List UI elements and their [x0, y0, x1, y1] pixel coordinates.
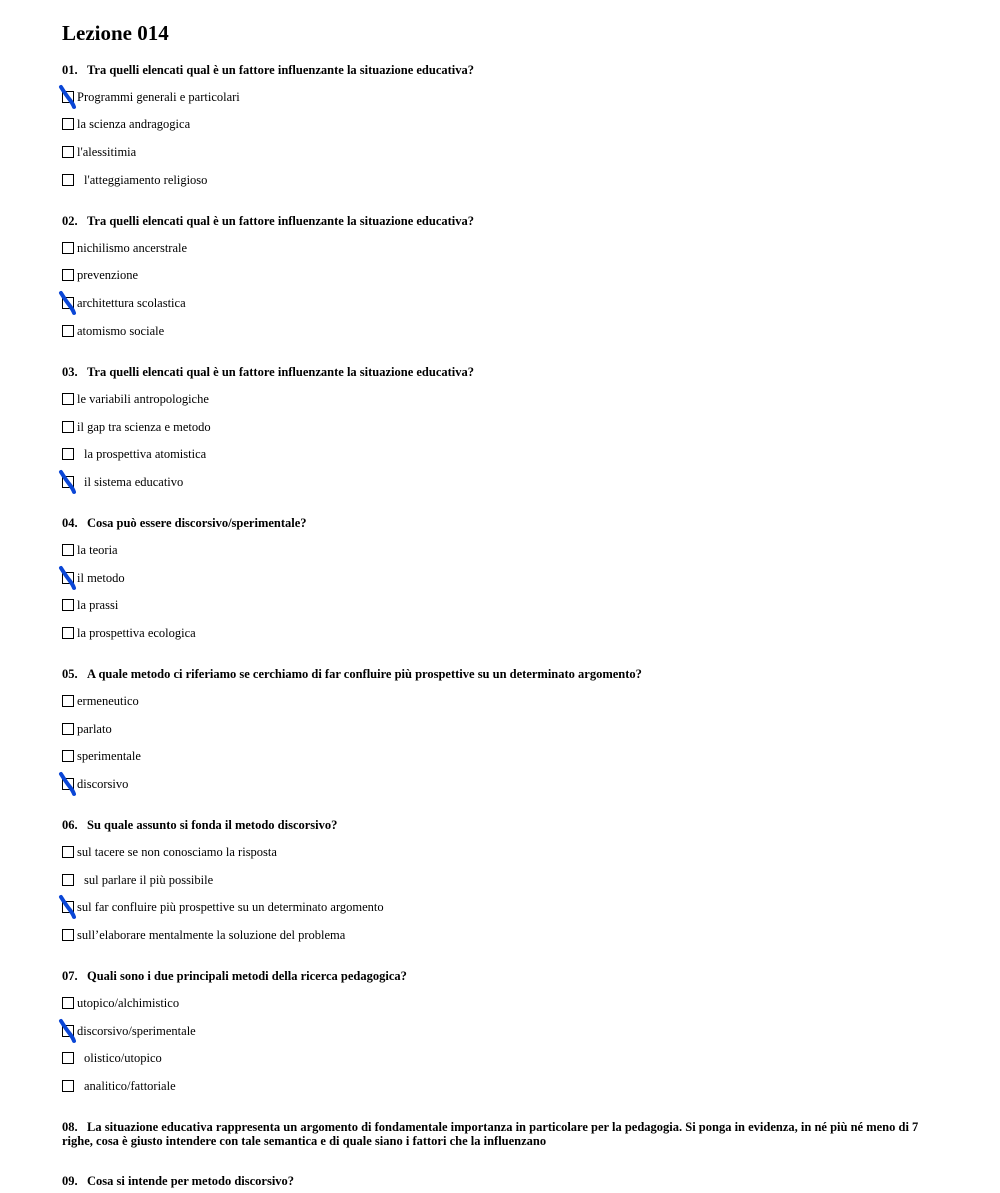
checkbox[interactable]	[62, 846, 74, 858]
option-07-b[interactable]	[62, 1023, 196, 1039]
option-01-a[interactable]	[62, 89, 240, 105]
option-04-c[interactable]	[62, 597, 118, 613]
checkbox[interactable]	[62, 929, 74, 941]
option-07-c[interactable]	[62, 1050, 162, 1066]
option-label: architettura scolastica	[77, 296, 186, 310]
option-label: il metodo	[77, 571, 125, 585]
question-02	[62, 214, 942, 228]
option-label: analitico/fattoriale	[84, 1079, 176, 1093]
option-04-b[interactable]	[62, 570, 125, 586]
option-label: ermeneutico	[77, 694, 139, 708]
option-07-d[interactable]	[62, 1078, 176, 1094]
option-05-a[interactable]	[62, 693, 139, 709]
option-label: discorsivo	[77, 777, 129, 791]
checkbox[interactable]	[62, 1080, 74, 1092]
option-label: utopico/alchimistico	[77, 996, 180, 1010]
option-02-a[interactable]	[62, 240, 187, 256]
check-mark-icon	[58, 469, 78, 495]
option-06-d[interactable]	[62, 927, 345, 943]
question-text	[62, 63, 942, 77]
option-label: Programmi generali e particolari	[77, 90, 240, 104]
option-label: la prospettiva ecologica	[77, 626, 196, 640]
question-number: 09.	[62, 1174, 78, 1188]
checkbox[interactable]	[62, 393, 74, 405]
option-02-b[interactable]	[62, 267, 138, 283]
question-number: 03.	[62, 365, 78, 379]
option-06-c[interactable]	[62, 899, 384, 915]
question-03	[62, 365, 942, 379]
option-label: l'atteggiamento religioso	[84, 173, 208, 187]
checkbox[interactable]	[62, 91, 74, 103]
checkbox[interactable]	[62, 146, 74, 158]
option-03-b[interactable]	[62, 419, 211, 435]
question-text	[62, 1120, 942, 1148]
option-label: sul far confluire più prospettive su un determinato argomento	[77, 900, 384, 914]
checkbox[interactable]	[62, 599, 74, 611]
option-label: la prospettiva atomistica	[84, 447, 207, 461]
checkbox[interactable]	[62, 901, 74, 913]
option-label: la teoria	[77, 543, 118, 557]
option-label: le variabili antropologiche	[77, 392, 209, 406]
option-04-d[interactable]	[62, 625, 196, 641]
question-label: Cosa può essere discorsivo/sperimentale?	[87, 516, 307, 530]
checkbox[interactable]	[62, 448, 74, 460]
option-01-c[interactable]	[62, 144, 136, 160]
option-label: la scienza andragogica	[77, 117, 191, 131]
option-06-a[interactable]	[62, 844, 277, 860]
checkbox[interactable]	[62, 874, 74, 886]
option-label: sul parlare il più possibile	[84, 873, 214, 887]
question-01	[62, 63, 942, 77]
checkbox[interactable]	[62, 476, 74, 488]
checkbox[interactable]	[62, 1025, 74, 1037]
option-05-b[interactable]	[62, 721, 112, 737]
question-number: 08.	[62, 1120, 78, 1134]
option-label: discorsivo/sperimentale	[77, 1024, 196, 1038]
option-label: l'alessitimia	[77, 145, 137, 159]
checkbox[interactable]	[62, 421, 74, 433]
checkbox[interactable]	[62, 325, 74, 337]
option-label: prevenzione	[77, 268, 139, 282]
check-mark-icon	[58, 1018, 78, 1044]
option-label: il gap tra scienza e metodo	[77, 420, 211, 434]
check-mark-icon	[58, 894, 78, 920]
lesson-title: Lezione 014	[62, 21, 169, 45]
check-mark-icon	[58, 290, 78, 316]
option-01-d[interactable]	[62, 172, 207, 188]
option-03-d[interactable]	[62, 474, 183, 490]
question-07	[62, 969, 942, 983]
question-label: Tra quelli elencati qual è un fattore influenzante la situazione educativa?	[87, 214, 475, 228]
checkbox[interactable]	[62, 242, 74, 254]
checkbox[interactable]	[62, 118, 74, 130]
checkbox[interactable]	[62, 627, 74, 639]
question-label: Tra quelli elencati qual è un fattore influenzante la situazione educativa?	[87, 63, 475, 77]
question-text	[62, 516, 942, 530]
option-02-c[interactable]	[62, 295, 186, 311]
option-01-b[interactable]	[62, 116, 190, 132]
question-text	[62, 1174, 942, 1188]
option-label: il sistema educativo	[84, 475, 184, 489]
question-label: A quale metodo ci riferiamo se cerchiamo di far confluire più prospettive su un determinato argomento?	[87, 667, 642, 681]
question-09	[62, 1174, 942, 1188]
option-label: atomismo sociale	[77, 324, 165, 338]
question-text	[62, 818, 942, 832]
question-label: Tra quelli elencati qual è un fattore influenzante la situazione educativa?	[87, 365, 475, 379]
checkbox[interactable]	[62, 1052, 74, 1064]
question-label: Cosa si intende per metodo discorsivo?	[87, 1174, 295, 1188]
option-03-c[interactable]	[62, 446, 206, 462]
question-05	[62, 667, 942, 681]
option-label: sperimentale	[77, 749, 141, 763]
question-number: 07.	[62, 969, 78, 983]
question-text	[62, 365, 942, 379]
option-03-a[interactable]	[62, 391, 209, 407]
option-label: sul tacere se non conosciamo la risposta	[77, 845, 277, 859]
option-label: olistico/utopico	[84, 1051, 162, 1065]
checkbox[interactable]	[62, 750, 74, 762]
option-label: nichilismo ancerstrale	[77, 241, 188, 255]
question-number: 06.	[62, 818, 78, 832]
option-04-a[interactable]	[62, 542, 118, 558]
checkbox[interactable]	[62, 695, 74, 707]
checkbox[interactable]	[62, 297, 74, 309]
option-05-c[interactable]	[62, 748, 141, 764]
option-label: la prassi	[77, 598, 119, 612]
checkbox[interactable]	[62, 269, 74, 281]
question-06	[62, 818, 942, 832]
question-label: Quali sono i due principali metodi della ricerca pedagogica?	[87, 969, 407, 983]
question-number: 04.	[62, 516, 78, 530]
question-label: La situazione educativa rappresenta un argomento di fondamentale importanza in particolare per la pedagogia. Si ponga in evidenza, in né più né meno di 7 righe, cosa è giusto intendere con tale semantica e di quale siano i fattori che la influenzano	[62, 1120, 919, 1148]
check-mark-icon	[58, 84, 78, 110]
option-07-a[interactable]	[62, 995, 179, 1011]
option-06-b[interactable]	[62, 872, 213, 888]
checkbox[interactable]	[62, 997, 74, 1009]
question-number: 02.	[62, 214, 78, 228]
question-number: 01.	[62, 63, 78, 77]
question-04	[62, 516, 942, 530]
option-label: sull’elaborare mentalmente la soluzione del problema	[77, 928, 346, 942]
option-label: parlato	[77, 722, 112, 736]
question-label: Su quale assunto si fonda il metodo discorsivo?	[87, 818, 338, 832]
check-mark-icon	[58, 771, 78, 797]
checkbox[interactable]	[62, 778, 74, 790]
question-number: 05.	[62, 667, 78, 681]
question-text	[62, 214, 942, 228]
checkbox[interactable]	[62, 174, 74, 186]
check-mark-icon	[58, 565, 78, 591]
checkbox[interactable]	[62, 723, 74, 735]
checkbox[interactable]	[62, 572, 74, 584]
option-05-d[interactable]	[62, 776, 128, 792]
question-text	[62, 667, 942, 681]
question-text	[62, 969, 942, 983]
option-02-d[interactable]	[62, 323, 164, 339]
question-08	[62, 1120, 942, 1148]
checkbox[interactable]	[62, 544, 74, 556]
